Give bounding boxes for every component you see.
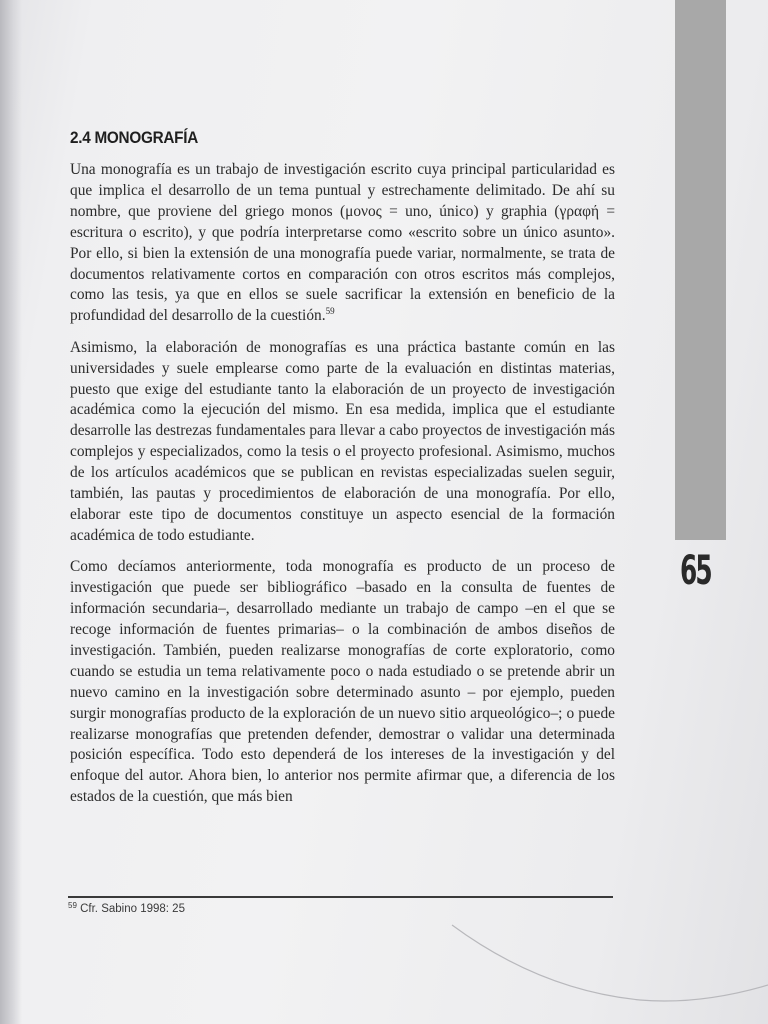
section-title: 2.4 MONOGRAFÍA <box>70 128 198 147</box>
paragraph-text: Como decíamos anteriormente, toda monografía es producto de un proceso de investigación que puede ser bibliográfico –basado en la consulta de fuentes de información secundaria–, desarrollado mediante un trabajo de campo –en el que se recoge información de fuentes primarias– o la combinación de ambos diseños de investigación. También, pueden realizarse monografías de corte exploratorio, como cuando se estudia un tema relativamente poco o nada estudiado o se pretende abrir un nuevo camino en la investigación sobre determinado asunto – por ejemplo, pueden surgir monografías producto de la exploración de un nuevo sitio arqueológico–; o puede realizarse monografías que pretenden defender, demostrar o validar una determinada posición específica. Todo esto dependerá de los intereses de la investigación y del enfoque del autor. Ahora bien, lo anterior nos permite afirmar que, a diferencia de los estados de la cuestión, que más bien <box>70 558 615 806</box>
page-number: 65 <box>680 548 711 594</box>
page-curl-line <box>452 925 768 1001</box>
footnote-number: 59 <box>68 901 77 910</box>
footnote-text: Cfr. Sabino 1998: 25 <box>80 903 185 915</box>
footnote-ref[interactable]: 59 <box>325 306 335 317</box>
paragraph-text: Asimismo, la elaboración de monografías es una práctica bastante común en las universidades y suele emplearse como parte de la evaluación en distintas materias, puesto que exige del estudiante tanto la elaboración de un proyecto de investigación académica como la ejecución del mismo. En esa medida, implica que el estudiante desarrolle las destrezas fundamentales para llevar a cabo proyectos de investigación más complejos y especializados, como la tesis o el proyecto profesional. Asimismo, muchos de los artículos académicos que se publican en revistas especializadas suelen seguir, también, las pautas y procedimientos de elaboración de una monografía. Por ello, elaborar este tipo de documentos constituye un aspecto esencial de la formación académica de todo estudiante. <box>70 338 615 544</box>
paragraph-text: Una monografía es un trabajo de investigación escrito cuya principal particularidad es que implica el desarrollo de un tema puntual y estrechamente delimitado. De ahí su nombre, que proviene del griego monos (μονος = uno, único) y graphia (γραφή = escritura o escrito), y que podría interpretarse como «escrito sobre un único asunto». Por ello, si bien la extensión de una monografía puede variar, normalmente, se trata de documentos relativamente cortos en comparación con otros escritos más complejos, como las tesis, ya que en ellos se suele sacrificar la extensión en beneficio de la profundidad del desarrollo de la cuestión. <box>70 161 615 325</box>
